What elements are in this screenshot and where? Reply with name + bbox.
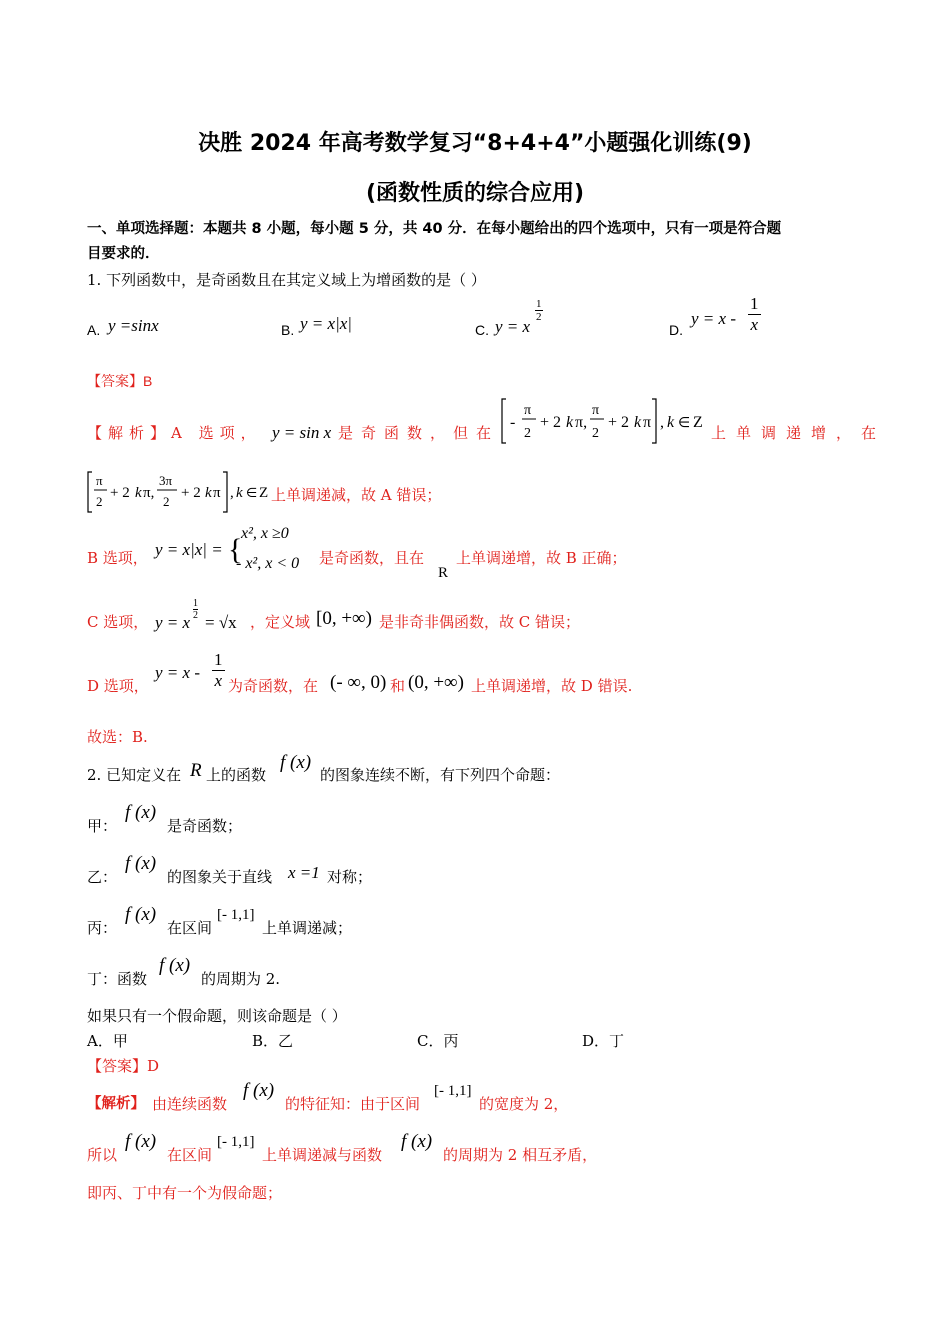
svg-text:∈: ∈: [678, 415, 691, 431]
q1-analysis-a-text3: 上单调递减，故 A 错误；: [271, 486, 442, 504]
svg-text:∈: ∈: [246, 486, 258, 501]
q1-d-text1: 为奇函数，在: [228, 677, 319, 695]
q2-jia-text: 是奇函数；: [167, 817, 243, 835]
q1-d-and: 和: [390, 677, 406, 695]
q2-an2-text4: 的周期为 2 相互矛盾，: [443, 1146, 598, 1164]
section-heading-line2: 目要求的．: [87, 246, 160, 262]
q2-an1-text1: 由连续函数: [152, 1095, 228, 1113]
q2-analysis-head: 【解析】: [87, 1096, 145, 1112]
q1-b-case2: - x², x < 0: [236, 555, 300, 572]
q1-option-a-expr: y =sinx: [108, 316, 159, 335]
q2-yi-fx: f (x): [125, 853, 157, 874]
q1-option-d-fraction: [748, 294, 761, 335]
q1-c-expr: y = x: [155, 613, 191, 632]
svg-text:+ 2: + 2: [110, 485, 130, 501]
q1-c-exp-num: 1: [193, 598, 198, 609]
svg-text:2: 2: [163, 494, 170, 509]
q2-an1-text3: 的宽度为 2，: [479, 1095, 569, 1113]
q2-an1-fx: f (x): [243, 1080, 275, 1101]
svg-text:3π: 3π: [159, 473, 173, 488]
q2-stem-post: 的图象连续不断，有下列四个命题：: [320, 766, 561, 784]
q2-stem-r: R: [190, 760, 202, 781]
q1-d-text2: 上单调递增，故 D 错误.: [471, 677, 633, 695]
q2-bing-text1: 在区间: [167, 919, 213, 937]
q2-an2-fx: f (x): [125, 1131, 157, 1152]
q2-an3: 即丙、丁中有一个为假命题；: [87, 1184, 283, 1202]
q1-analysis-a-interval2: [87, 470, 277, 514]
q1-conclusion: 故选：B.: [87, 728, 148, 746]
interval-a2-graphic: [87, 470, 277, 514]
svg-text:π: π: [213, 485, 221, 501]
svg-text:k: k: [566, 414, 574, 431]
svg-text:k: k: [667, 414, 675, 431]
svg-text:+ 2: + 2: [608, 414, 630, 431]
q1-b-text1: 是奇函数，且在: [319, 549, 425, 567]
q2-yi-text1: 的图象关于直线: [167, 868, 273, 886]
q1-option-c-expr: y = x: [495, 317, 531, 336]
q1-option-d-den: x: [750, 315, 759, 334]
svg-text:π,: π,: [575, 414, 588, 431]
q1-option-c-label: C.: [475, 322, 489, 338]
q1-b-r: R: [438, 565, 449, 581]
interval-a-graphic: [500, 397, 710, 445]
q2-yi-label: 乙：: [87, 868, 118, 886]
svg-text:,: ,: [660, 414, 664, 431]
q1-option-d-expr: y = x -: [691, 309, 736, 328]
q1-d-int2: (0, +∞): [408, 672, 464, 693]
q1-option-a-label: A.: [87, 322, 101, 338]
q1-answer: 【答案】B: [87, 373, 153, 389]
q1-b-expr: y = x|x| =: [155, 540, 223, 559]
q2-yi-line: x =1: [288, 863, 320, 882]
q1-c-text1: ，定义域: [250, 613, 311, 631]
q1-d-int1: (- ∞, 0): [330, 672, 387, 693]
q1-d-fraction: [212, 650, 225, 691]
q1-c-domain: [0, +∞): [316, 608, 372, 629]
q1-option-d-num: 1: [750, 294, 759, 313]
q1-option-c-exponent: [535, 298, 543, 323]
q2-ding-label: 丁：函数: [87, 970, 148, 988]
q1-c-exp-den: 2: [193, 610, 198, 621]
q1-c-eq: = √x: [205, 613, 237, 632]
q1-analysis-a-text1: 是奇函数，但在: [338, 424, 500, 442]
q1-d-den: x: [214, 671, 223, 690]
svg-text:k: k: [634, 414, 642, 431]
q1-c-text2: 是非奇非偶函数，故 C 错误；: [379, 613, 581, 631]
q2-bing-text2: 上单调递减；: [262, 919, 353, 937]
q1-option-c-exp-num: 1: [536, 298, 542, 310]
q2-stem-pre: 2. 已知定义在: [87, 766, 182, 784]
q1-analysis-a-interval: [500, 397, 710, 445]
document-subtitle: (函数性质的综合应用): [365, 181, 585, 206]
q2-yi-text2: 对称；: [327, 868, 373, 886]
svg-text:k: k: [135, 485, 142, 501]
svg-text:Z: Z: [693, 414, 703, 431]
q2-option-b: B．乙: [252, 1032, 294, 1050]
svg-text:2: 2: [96, 494, 103, 509]
q2-an2-text1: 所以: [87, 1146, 118, 1164]
svg-text:Z: Z: [259, 485, 269, 501]
q2-question: 如果只有一个假命题，则该命题是（ ）: [87, 1007, 347, 1025]
q2-an2-text2: 在区间: [167, 1146, 213, 1164]
svg-text:k: k: [236, 485, 243, 501]
q2-stem-mid: 上的函数: [206, 766, 267, 784]
svg-text:π: π: [96, 473, 103, 488]
svg-text:π: π: [643, 414, 652, 431]
section-heading-line1: 一、单项选择题：本题共 8 小题，每小题 5 分，共 40 分．在每小题给出的四个选项中，只有一项是符合题: [87, 221, 782, 237]
q1-d-num: 1: [214, 650, 223, 669]
svg-text:2: 2: [592, 426, 599, 441]
svg-text:π: π: [524, 403, 532, 418]
q1-analysis-a-text2: 上单调递增，在: [711, 424, 887, 442]
q1-option-b-label: B.: [281, 322, 295, 338]
document-title: 决胜 2024 年高考数学复习“8+4+4”小题强化训练(9): [198, 131, 752, 156]
q1-b-brace: {: [228, 533, 243, 566]
q2-bing-fx: f (x): [125, 904, 157, 925]
svg-text:π: π: [592, 403, 600, 418]
q2-an1-interval: [- 1,1]: [434, 1083, 472, 1099]
svg-text:-: -: [510, 414, 516, 431]
q1-analysis-a-expr: y = sin x: [272, 423, 332, 442]
svg-text:π,: π,: [143, 485, 155, 501]
q2-jia-fx: f (x): [125, 802, 157, 823]
q2-an1-text2: 的特征知：由于区间: [285, 1095, 421, 1113]
q2-option-c: C．丙: [417, 1032, 459, 1050]
q1-option-d-label: D.: [669, 322, 683, 338]
q1-analysis-head: 【解析】A 选项，: [87, 424, 262, 442]
q2-an2-text3: 上单调递减与函数: [262, 1146, 383, 1164]
q2-answer: 【答案】D: [87, 1057, 160, 1075]
q2-bing-label: 丙：: [87, 919, 118, 937]
svg-text:2: 2: [524, 426, 531, 441]
svg-text:,: ,: [230, 485, 234, 501]
q1-c-head: C 选项，: [87, 613, 149, 631]
q1-d-head: D 选项，: [87, 677, 149, 695]
svg-text:k: k: [205, 485, 212, 501]
q2-an2-interval: [- 1,1]: [217, 1134, 255, 1150]
q2-stem-fx: f (x): [280, 752, 312, 773]
q1-b-text2: 上单调递增，故 B 正确；: [456, 549, 627, 567]
q1-option-c-exp-den: 2: [536, 311, 542, 323]
svg-text:+ 2: + 2: [181, 485, 201, 501]
q2-ding-fx: f (x): [159, 955, 191, 976]
q1-option-b-expr: y = x|x|: [300, 314, 352, 333]
q2-option-d: D．丁: [582, 1032, 625, 1050]
q1-c-exponent: [193, 598, 198, 621]
q2-bing-interval: [- 1,1]: [217, 907, 255, 923]
q2-ding-text: 的周期为 2.: [201, 970, 281, 988]
q2-jia-label: 甲：: [87, 817, 118, 835]
svg-text:+ 2: + 2: [540, 414, 562, 431]
q1-stem: 1. 下列函数中，是奇函数且在其定义域上为增函数的是（ ）: [87, 271, 486, 289]
q2-an2-fx2: f (x): [401, 1131, 433, 1152]
q1-d-expr: y = x -: [155, 663, 200, 682]
q1-b-head: B 选项，: [87, 549, 148, 567]
q2-option-a: A．甲: [87, 1032, 128, 1050]
q1-b-case1: x², x ≥0: [241, 525, 289, 542]
